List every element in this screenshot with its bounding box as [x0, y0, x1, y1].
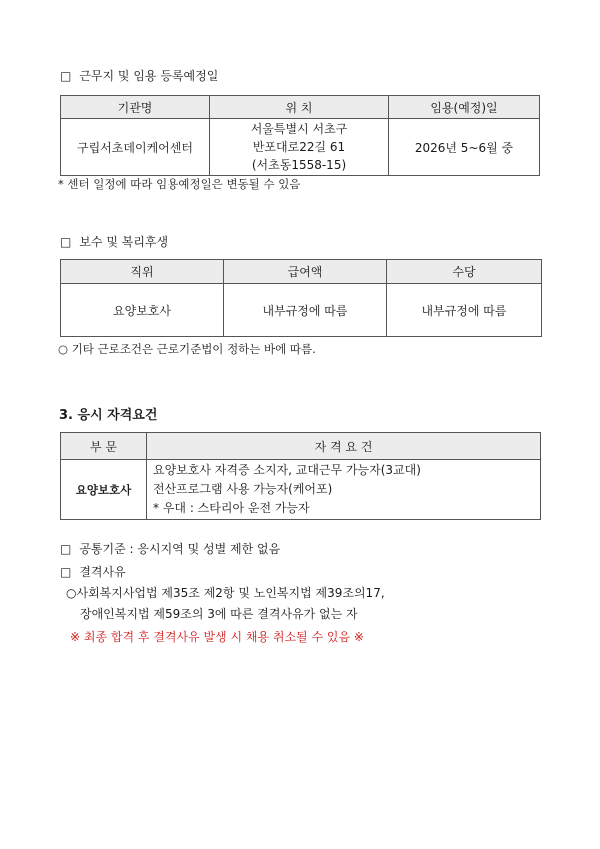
- heading-text: 근무지 및 임용 등록예정일: [79, 69, 219, 83]
- bullet-square: □: [60, 565, 72, 579]
- location-line: 서울특별시 서초구: [250, 122, 348, 136]
- cell-org: 구립서초데이케어센터: [61, 119, 210, 176]
- heading-text: 보수 및 복리후생: [79, 235, 169, 249]
- note-conditions: ○ 기타 근로조건은 근로기준법이 정하는 바에 따름.: [58, 342, 316, 356]
- col-header-position: 직위: [61, 260, 224, 284]
- cell-date: 2026년 5~6월 중: [389, 119, 540, 176]
- disqualify-line-2: 장애인복지법 제59조의 3에 따른 결격사유가 없는 자: [80, 607, 358, 621]
- col-header-allowance: 수당: [387, 260, 542, 284]
- workplace-table: [60, 95, 540, 176]
- pay-table: [60, 259, 542, 337]
- cell-requirements: [147, 460, 541, 520]
- cell-salary: 내부규정에 따름: [224, 284, 387, 337]
- col-header-date: 임용(예정)일: [389, 96, 540, 119]
- section-heading-qualifications: 3. 응시 자격요건: [59, 408, 158, 423]
- requirement-line: 요양보호사 자격증 소지자, 교대근무 가능자(3교대): [153, 463, 421, 477]
- location-line: (서초동1558-15): [251, 158, 347, 172]
- cell-dept: 요양보호사: [61, 460, 147, 520]
- section-heading-workplace: [60, 67, 218, 84]
- section-heading-pay: [60, 233, 168, 250]
- cell-location: [210, 119, 389, 176]
- bullet-square: □: [60, 69, 72, 83]
- col-header-location: 위 치: [210, 96, 389, 119]
- col-header-requirements: 자 격 요 건: [147, 433, 541, 460]
- disqualify-warning: ※ 최종 합격 후 결격사유 발생 시 채용 취소될 수 있음 ※: [70, 630, 364, 644]
- bullet-square: □: [60, 235, 72, 249]
- cell-allowance: 내부규정에 따름: [387, 284, 542, 337]
- col-header-org: 기관명: [61, 96, 210, 119]
- cell-position: 요양보호사: [61, 284, 224, 337]
- qualifications-table: [60, 432, 541, 520]
- note-schedule: * 센터 일정에 따라 임용예정일은 변동될 수 있음: [58, 177, 301, 191]
- requirement-line: 전산프로그램 사용 가능자(케어포): [153, 482, 333, 496]
- disqualify-heading: [60, 563, 126, 580]
- disqualify-line-1: ○사회복지사업법 제35조 제2항 및 노인복지법 제39조의17,: [66, 586, 385, 600]
- location-line: 반포대로22길 61: [252, 140, 346, 154]
- col-header-salary: 급여액: [224, 260, 387, 284]
- requirement-line: * 우대 : 스타리아 운전 가능자: [153, 501, 310, 515]
- col-header-dept: 부 문: [61, 433, 147, 460]
- bullet-square: □: [60, 542, 72, 556]
- common-criteria-text: 공통기준 : 응시지역 및 성별 제한 없음: [79, 542, 281, 556]
- common-criteria: [60, 540, 280, 557]
- disqualify-heading-text: 결격사유: [79, 565, 126, 579]
